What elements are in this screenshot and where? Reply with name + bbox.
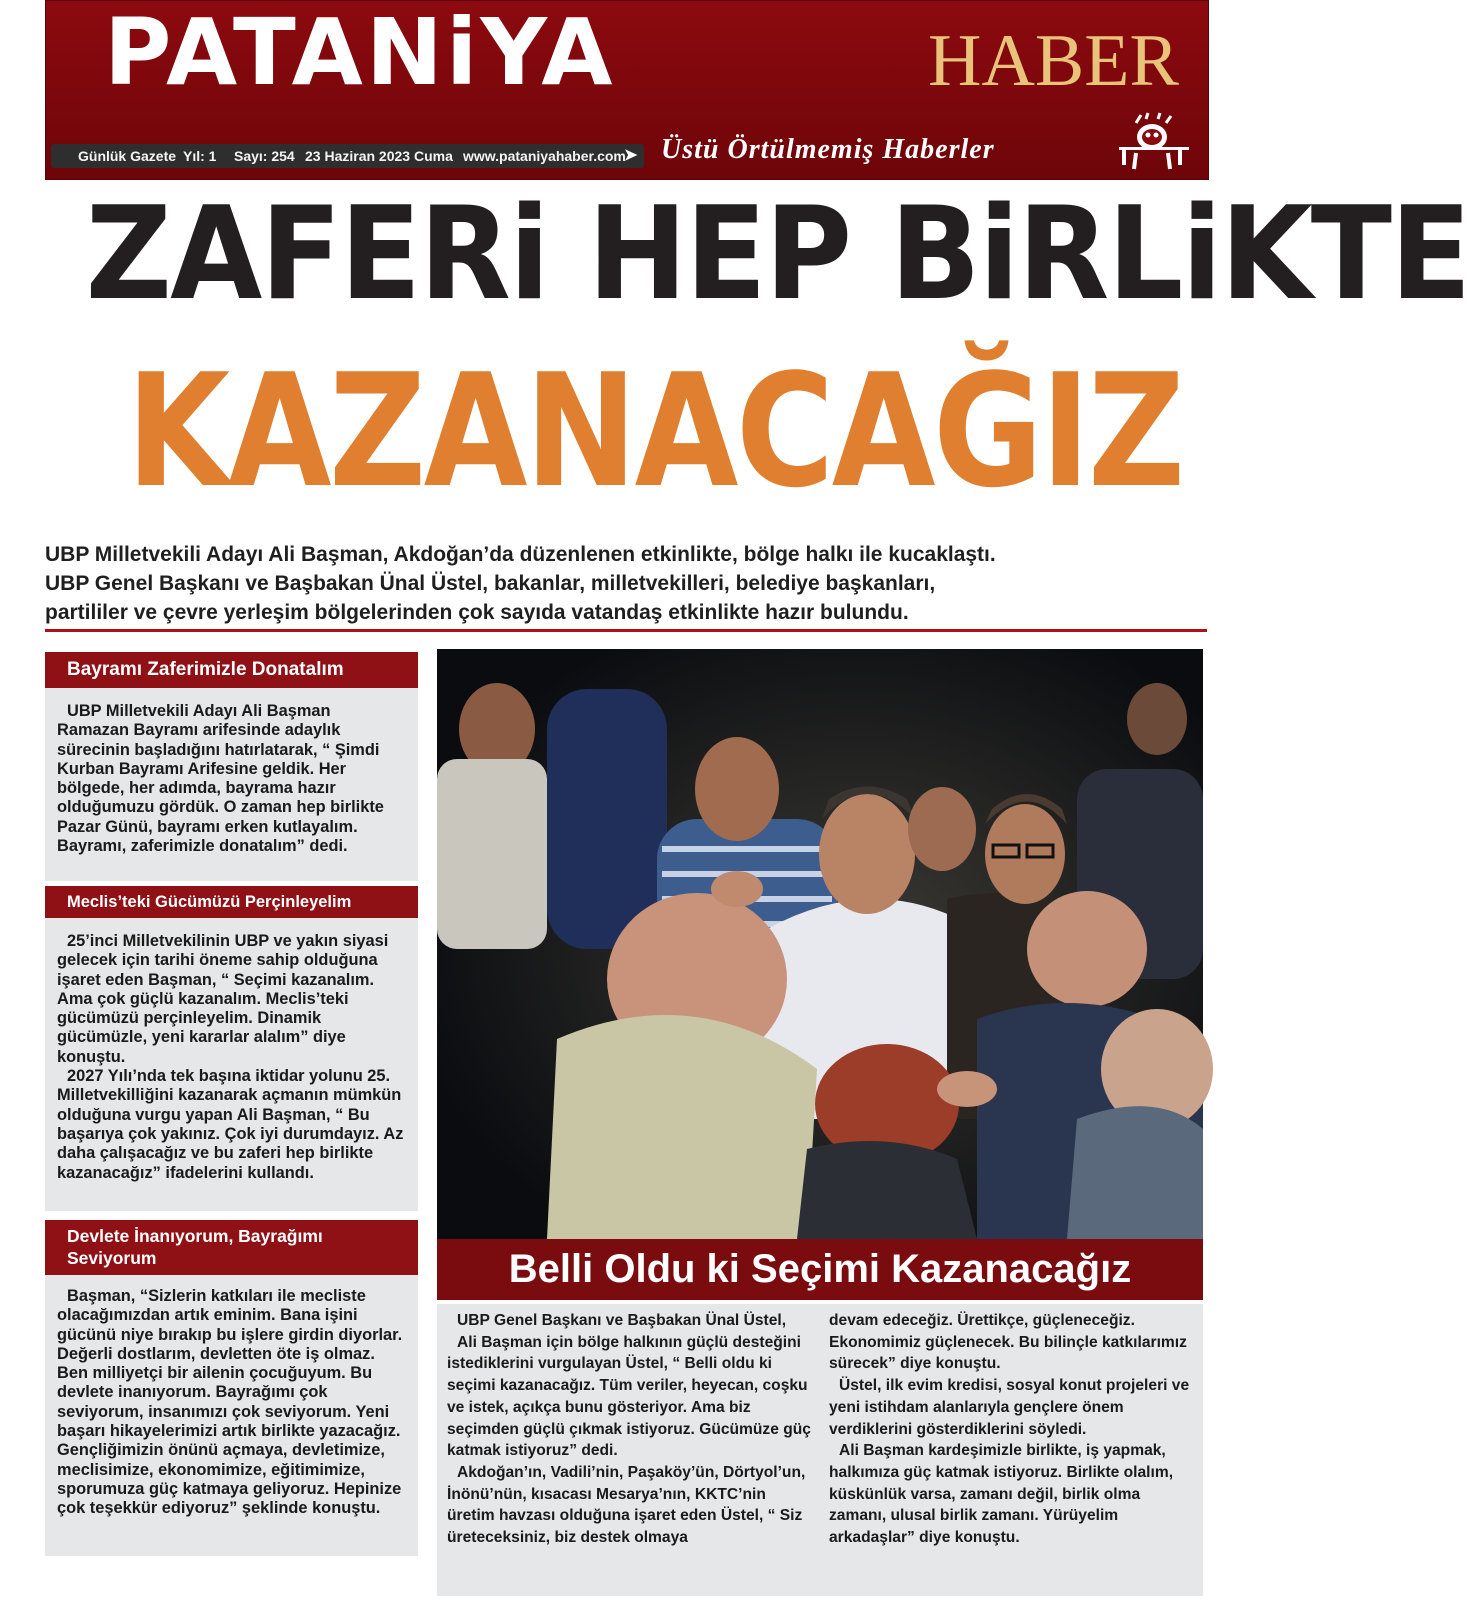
article-paragraph: Ali Başman kardeşimizle birlikte, iş yapmak, halkımıza güç katmak istiyoruz. Birlikte olalım, küskünlük varsa, zamanı değil, birlik olma zamanı, ulusal birlik zamanı. Yürüyelim arkadaşlar” diye konuştu. (829, 1442, 1174, 1547)
mascot-icon (1116, 113, 1191, 171)
brand-logo: PATANiYA (104, 0, 616, 106)
issue-year: Yıl: 1 (183, 148, 217, 164)
brand-subtitle: HABER (928, 20, 1179, 102)
lead-line: UBP Milletvekili Adayı Ali Başman, Akdoğan’da düzenlenen etkinlikte, bölge halkı ile kucaklaştı. (45, 543, 996, 566)
article-paragraph: Üstel, ilk evim kredisi, sosyal konut projeleri ve yeni istihdam alanlarıyla gençlere önem verdiklerini gösterdiklerini söyledi. (829, 1377, 1190, 1438)
cursor-click-icon: ➤ (624, 147, 638, 164)
sidebar-box-title: Bayramı Zaferimizle Donatalım (45, 652, 418, 688)
feature-article (437, 1304, 1203, 1596)
sidebar-paragraph: Başman, “Sizlerin katkıları ile mecliste olacağımızdan artık eminim. Bana işini gücünü niye bırakıp bu işlere girdin diyorlar. Değerli dostlarım, devletten öte iş olmaz. Ben milliyetçi bir ailenin çocuğuyum. Bu devlete inanıyorum. Bayrağımı çok seviyorum, insanımızı çok seviyorum. Yeni başarı hikayelerimizi artık birlikte yazacağız. Gençliğimizin önünü açmaya, devletimize, meclisimize, ekonomimize, eğitimimize, sporumuza güç katmaya geliyoruz. Hepinize çok teşekkür ediyoruz” şeklinde konuştu. (57, 1287, 403, 1518)
sidebar-paragraph: UBP Milletvekili Adayı Ali Başman Ramazan Bayramı arifesinde adaylık sürecinin başladığını hatırlatarak, “ Şimdi Kurban Bayramı Arifesine geldik. Her bölgede, her adımda, bayrama hazır olduğumuzu gördük. O zaman hep birlikte Pazar Günü, bayramı erken kutlayalım. Bayramı, zaferimizle donatalım” dedi. (57, 702, 384, 856)
slogan: Üstü Örtülmemiş Haberler (661, 134, 995, 165)
photo-caption-headline: Belli Oldu ki Seçimi Kazanacağız (437, 1239, 1203, 1300)
sidebar-box-title: Devlete İnanıyorum, Bayrağımı Seviyorum (45, 1220, 418, 1275)
sidebar-box-title: Meclis’teki Gücümüzü Perçinleyelim (45, 886, 418, 918)
article-paragraph: Akdoğan’ın, Vadili’nin, Paşaköy’ün, Dörtyol’un, İnönü’nün, kısacası Mesarya’nın, KKTC’nin üretim havzası olduğuna işaret eden Üstel, “ Siz üreteceksiniz, biz destek olmaya (447, 1463, 806, 1547)
paper-type: Günlük Gazete (78, 148, 177, 164)
masthead (45, 0, 1209, 180)
article-paragraph: devam edeceğiz. Ürettikçe, güçleneceğiz. Ekonomimiz güçlenecek. Bu bilinçle katkılarımız sürecek” diye konuştu. (829, 1312, 1187, 1373)
issue-info-bar (51, 144, 644, 168)
sidebar-box-body (45, 1275, 418, 1529)
article-column-right (829, 1310, 1199, 1549)
article-paragraph: UBP Genel Başkanı ve Başbakan Ünal Üstel, (457, 1312, 787, 1329)
issue-date: 23 Haziran 2023 Cuma (305, 148, 453, 164)
website-link[interactable]: www.pataniyahaber.com (463, 148, 626, 164)
sidebar-paragraph: 25’inci Milletvekilinin UBP ve yakın siyasi gelecek için tarihi öneme sahip olduğuna işaret eden Başman, “ Seçimi kazanalım. Ama çok güçlü kazanalım. Meclis’teki gücümüzü perçinleyelim. Dinamik gücümüzle, yeni kararlar alalım” diye konuştu. (57, 932, 389, 1066)
lead-line: UBP Genel Başkanı ve Başbakan Ünal Üstel, bakanlar, milletvekilleri, belediye başkanları, (45, 572, 936, 595)
sidebar-box-devlet (45, 1220, 418, 1556)
sidebar-box-bayram (45, 652, 418, 881)
lead-paragraph (45, 540, 1207, 627)
sidebar-box-body (45, 688, 418, 866)
crowd-photo-illustration (437, 649, 1203, 1239)
event-photo (437, 649, 1203, 1239)
article-column-left (447, 1310, 817, 1549)
divider (45, 629, 1207, 632)
headline-line-1: ZAFERi HEP BiRLiKTE (85, 180, 1470, 329)
lead-line: partililer ve çevre yerleşim bölgelerinden çok sayıda vatandaş etkinlikte hazır bulundu. (45, 601, 909, 624)
sidebar-box-meclis (45, 886, 418, 1211)
article-paragraph: Ali Başman için bölge halkının güçlü desteğini istediklerini vurgulayan Üstel, “ Belli oldu ki seçimi kazanacağız. Tüm veriler, heyecan, coşku ve istek, açıkça bunu gösteriyor. Ama biz seçimden güçlü çıkmak istiyoruz. Gücümüze güç katmak istiyoruz” dedi. (447, 1333, 811, 1460)
sidebar-paragraph: 2027 Yılı’nda tek başına iktidar yolunu 25. Milletvekilliğini kazanarak açmanın mümkün olduğuna vurgu yapan Ali Başman, “ Bu başarıya çok yakınız. Çok iyi durumdayız. Az daha çalışacağız ve bu zaferi hep birlikte kazanacağız” ifadelerini kullandı. (57, 1067, 404, 1182)
issue-number: Sayı: 254 (234, 148, 295, 164)
headline-line-2: KAZANACAĞIZ (126, 340, 1183, 522)
sidebar-box-body (45, 918, 418, 1193)
